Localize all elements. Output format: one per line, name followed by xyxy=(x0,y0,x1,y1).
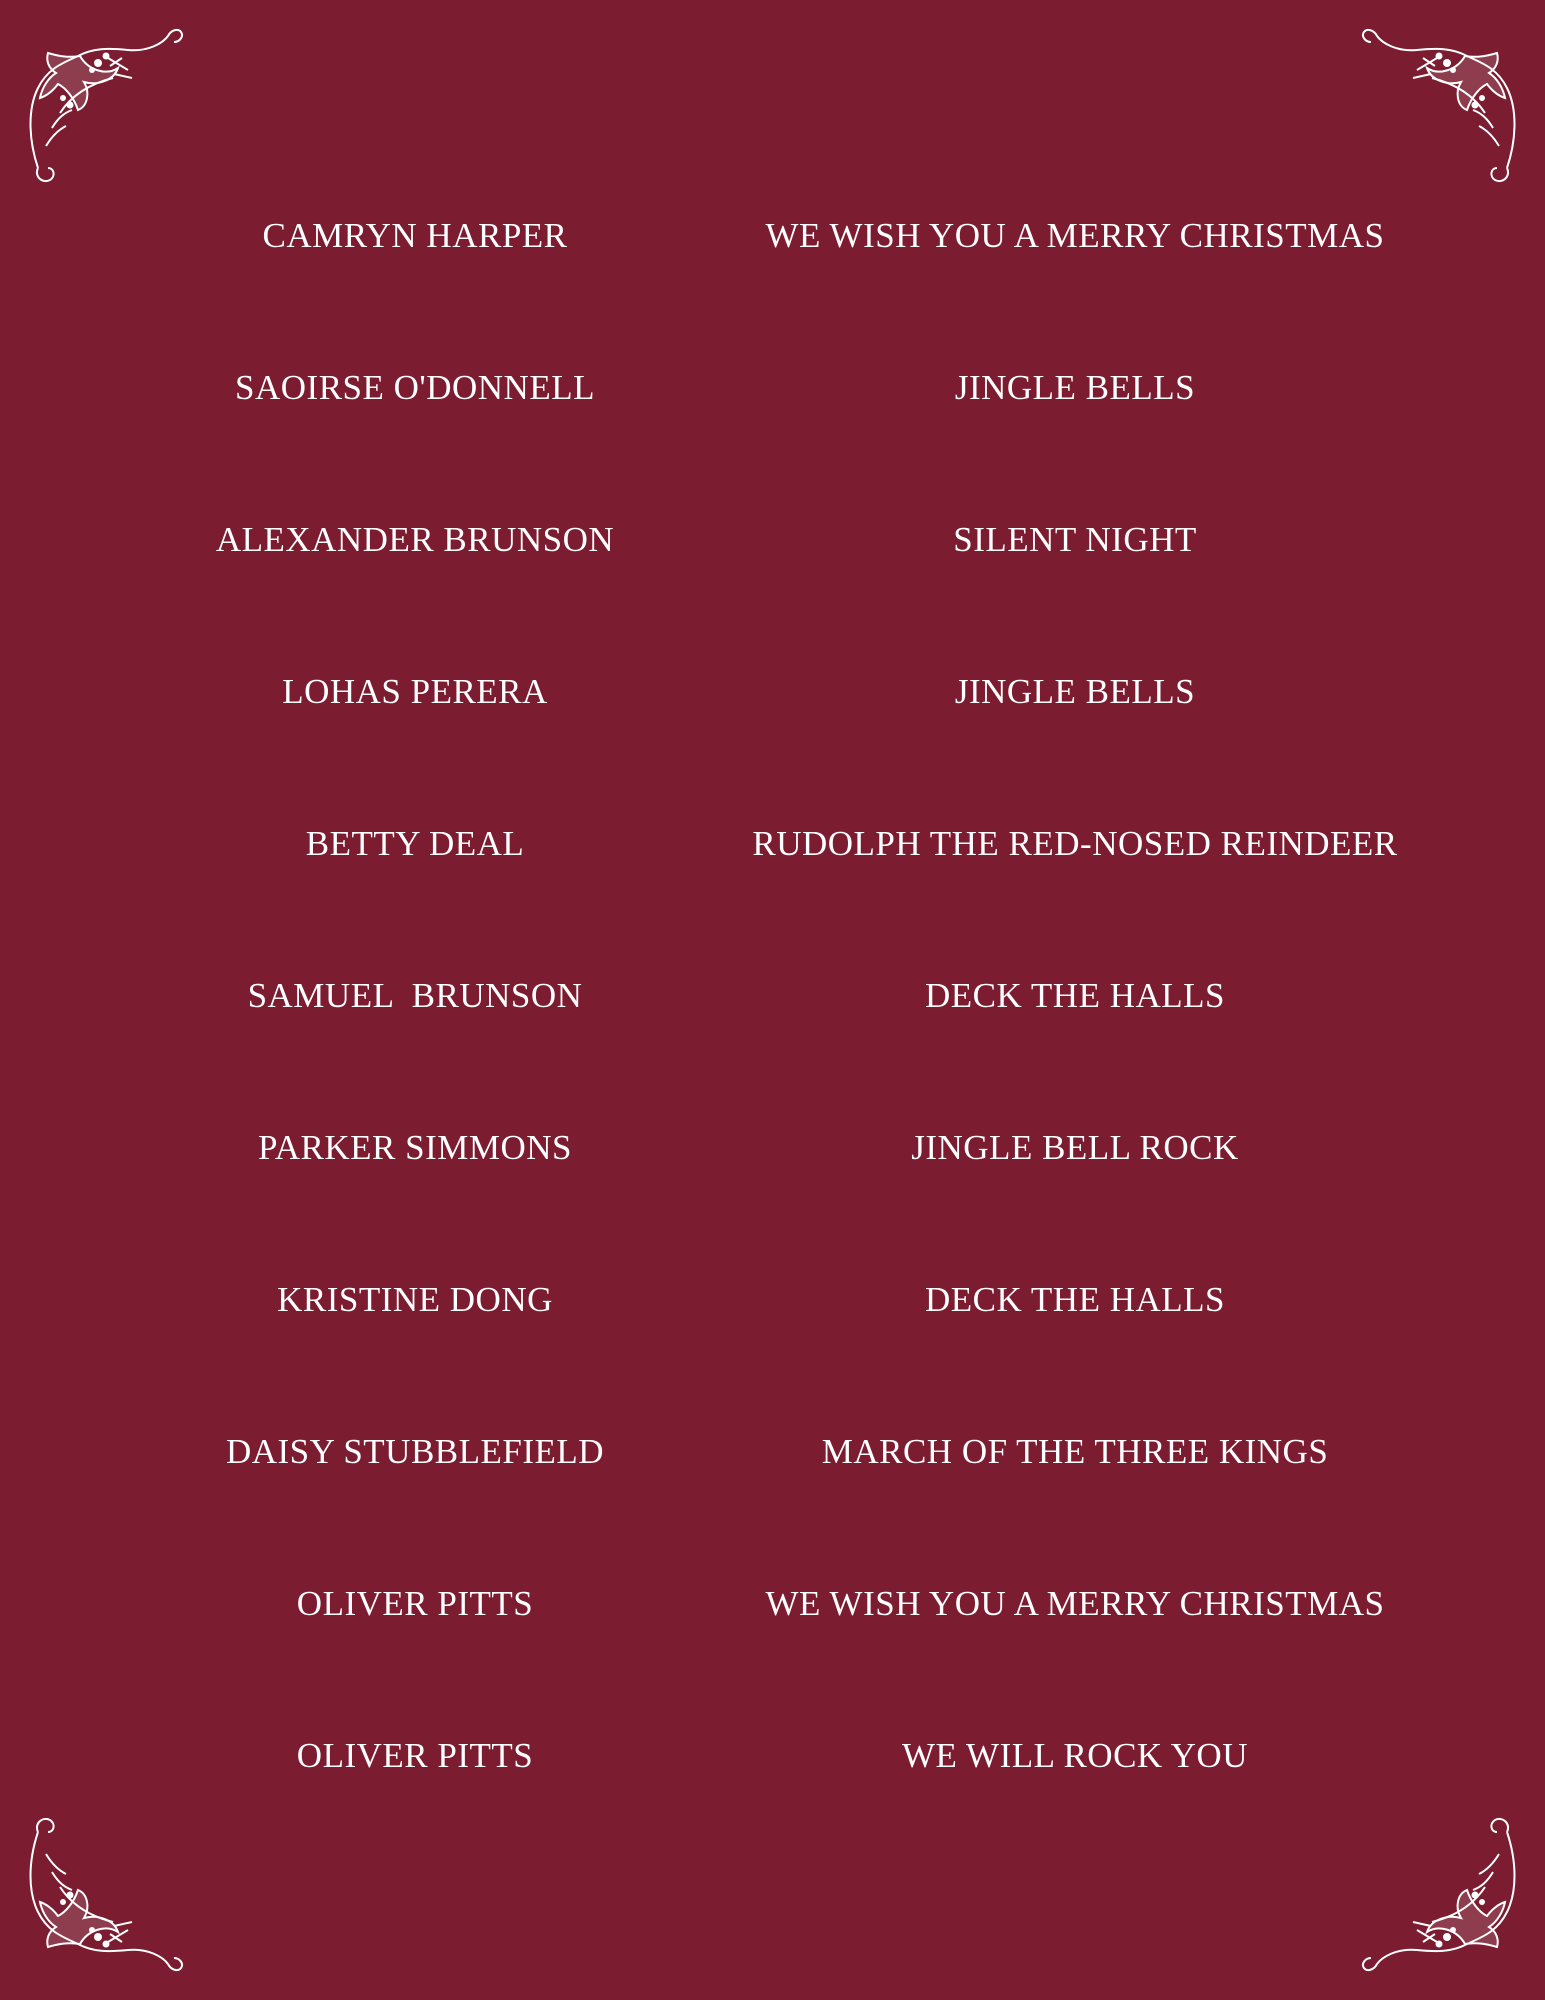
performer-name: OLIVER PITTS xyxy=(296,1584,534,1623)
song-title: SILENT NIGHT xyxy=(953,520,1197,559)
list-item xyxy=(0,966,1545,1026)
list-item xyxy=(0,1726,1545,1786)
performer-name: PARKER SIMMONS xyxy=(257,1128,572,1167)
song-title: WE WILL ROCK YOU xyxy=(902,1736,1248,1775)
performer-name: BETTY DEAL xyxy=(305,824,525,863)
list-item xyxy=(0,510,1545,570)
performer-name: SAMUEL BRUNSON xyxy=(247,976,583,1015)
list-item xyxy=(0,1270,1545,1330)
performer-name: CAMRYN HARPER xyxy=(262,216,568,255)
performer-name: LOHAS PERERA xyxy=(282,672,548,711)
song-title: MARCH OF THE THREE KINGS xyxy=(821,1432,1329,1471)
song-title: WE WISH YOU A MERRY CHRISTMAS xyxy=(765,1584,1385,1623)
list-item xyxy=(0,1574,1545,1634)
list-item xyxy=(0,1422,1545,1482)
song-title: JINGLE BELLS xyxy=(954,368,1196,407)
song-title: WE WISH YOU A MERRY CHRISTMAS xyxy=(765,216,1385,255)
song-title: DECK THE HALLS xyxy=(925,976,1225,1015)
list-item xyxy=(0,1118,1545,1178)
list-item xyxy=(0,206,1545,266)
performer-name: SAOIRSE O'DONNELL xyxy=(235,368,595,407)
performer-name: ALEXANDER BRUNSON xyxy=(215,520,615,559)
performer-name: DAISY STUBBLEFIELD xyxy=(225,1432,605,1471)
performer-name: KRISTINE DONG xyxy=(277,1280,553,1319)
song-title: DECK THE HALLS xyxy=(925,1280,1225,1319)
performer-name: OLIVER PITTS xyxy=(296,1736,534,1775)
list-item xyxy=(0,662,1545,722)
song-title: JINGLE BELLS xyxy=(954,672,1196,711)
song-title: RUDOLPH THE RED-NOSED REINDEER xyxy=(752,824,1398,863)
song-title: JINGLE BELL ROCK xyxy=(911,1128,1239,1167)
list-item xyxy=(0,814,1545,874)
list-item xyxy=(0,358,1545,418)
